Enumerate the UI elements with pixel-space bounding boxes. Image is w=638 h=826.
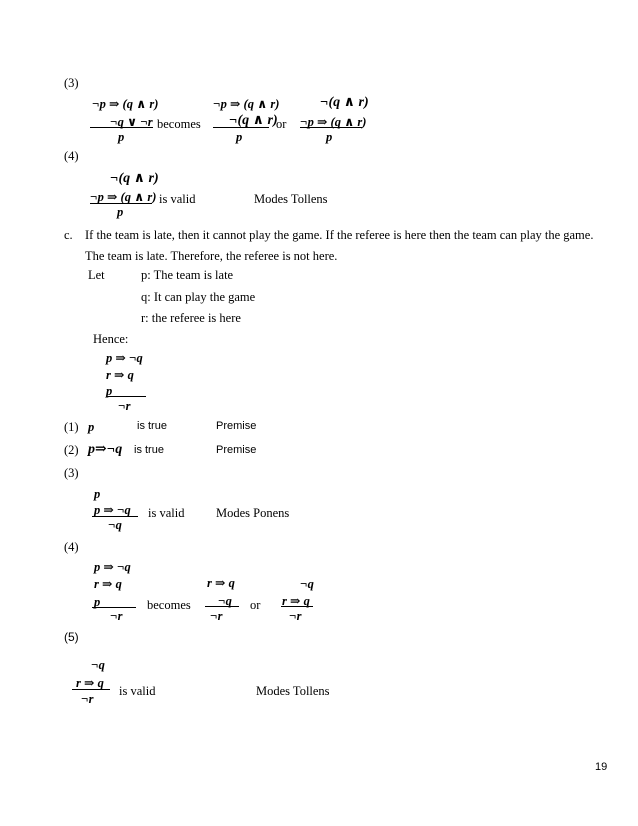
premise: r ⇒ q <box>207 576 235 590</box>
step-status: is true <box>137 420 167 432</box>
step-label: (3) <box>64 466 79 480</box>
step-label: (5) <box>64 630 79 644</box>
or-text: or <box>276 117 287 131</box>
conclusion: p <box>236 130 243 144</box>
conclusion: p <box>118 130 125 144</box>
inference-line <box>106 396 146 397</box>
valid-text: is valid <box>119 684 156 698</box>
premise: p <box>106 384 113 398</box>
premise: p <box>94 595 101 609</box>
conclusion: ¬r <box>110 609 123 623</box>
premise: ¬(q ∧ r) <box>320 95 369 110</box>
step-expression: p <box>88 420 95 434</box>
premise: ¬p ⇒ (q ∧ r) <box>92 97 159 111</box>
step-status: is true <box>134 444 164 456</box>
inference-line <box>205 606 239 607</box>
item-label: c. <box>64 228 73 242</box>
premise: ¬p ⇒ (q ∧ r) <box>213 97 280 111</box>
premise: ¬q <box>91 658 105 672</box>
step-label: (4) <box>64 149 79 163</box>
valid-text: is valid <box>148 506 185 520</box>
inference-line <box>300 127 362 128</box>
inference-line <box>72 689 110 690</box>
problem-statement: The team is late. Therefore, the referee is not here. <box>85 249 338 263</box>
premise: ¬q <box>218 594 232 608</box>
conclusion: p <box>117 205 124 219</box>
inference-line <box>92 607 136 608</box>
becomes-text: becomes <box>157 117 201 131</box>
conclusion: ¬r <box>81 692 94 706</box>
problem-statement: If the team is late, then it cannot play the game. If the referee is here then the team can play the game. <box>85 228 594 242</box>
step-expression: p⇒¬q <box>88 442 123 457</box>
conclusion: p <box>326 130 333 144</box>
premise: ¬(q ∧ r) <box>110 171 159 186</box>
definition: q: It can play the game <box>141 290 256 304</box>
premise: p ⇒ ¬q <box>94 503 131 517</box>
premise: ¬q ∨ ¬r <box>110 115 153 129</box>
or-text: or <box>250 598 261 612</box>
rule-name: Modes Ponens <box>216 506 290 520</box>
step-label: (1) <box>64 420 79 434</box>
step-label: (2) <box>64 443 79 457</box>
conclusion: ¬r <box>118 399 131 413</box>
step-label: (4) <box>64 540 79 554</box>
premise: ¬p ⇒ (q ∧ r) <box>300 115 367 129</box>
premise: ¬(q ∧ r) <box>229 113 278 128</box>
becomes-text: becomes <box>147 598 191 612</box>
conclusion: ¬r <box>289 609 302 623</box>
step-reason: Premise <box>216 420 257 432</box>
definition: p: The team is late <box>141 268 234 282</box>
definition: r: the referee is here <box>141 311 241 325</box>
premise: r ⇒ q <box>106 368 134 382</box>
premise: r ⇒ q <box>94 577 122 591</box>
premise: p ⇒ ¬q <box>94 560 131 574</box>
valid-text: is valid <box>159 192 196 206</box>
inference-line <box>213 127 269 128</box>
premise: r ⇒ q <box>282 594 310 608</box>
premise: p ⇒ ¬q <box>106 351 143 365</box>
premise: r ⇒ q <box>76 676 104 690</box>
rule-name: Modes Tollens <box>256 684 330 698</box>
page-number: 19 <box>595 761 608 773</box>
inference-line <box>92 516 138 517</box>
premise: ¬p ⇒ (q ∧ r) <box>90 190 157 204</box>
inference-line <box>90 127 153 128</box>
inference-line <box>281 606 313 607</box>
step-label: (3) <box>64 76 79 90</box>
hence-label: Hence: <box>93 332 129 346</box>
rule-name: Modes Tollens <box>254 192 328 206</box>
let-label: Let <box>88 268 105 282</box>
premise: ¬q <box>300 577 314 591</box>
premise: p <box>94 487 101 501</box>
step-reason: Premise <box>216 444 257 456</box>
inference-line <box>90 203 152 204</box>
conclusion: ¬q <box>108 518 122 532</box>
conclusion: ¬r <box>210 609 223 623</box>
